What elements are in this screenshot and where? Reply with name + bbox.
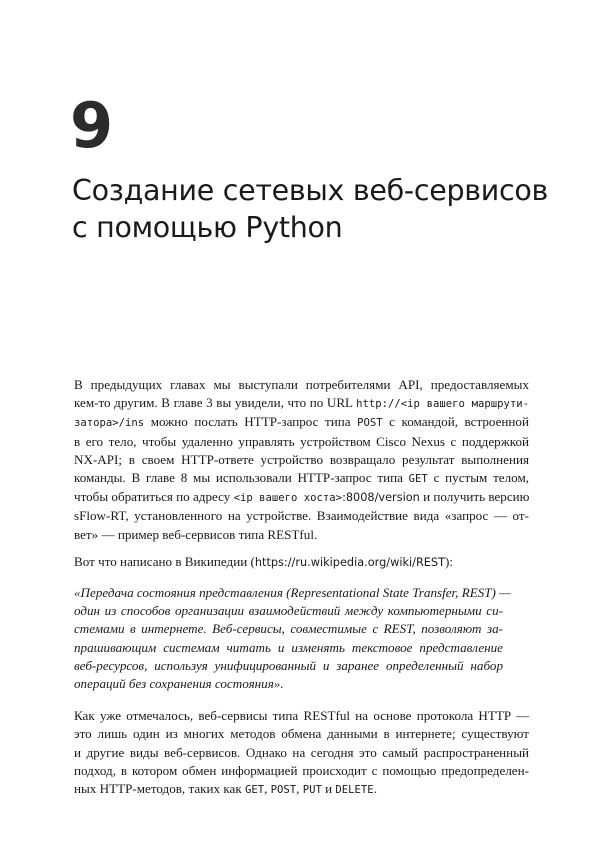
intro-text: с командой, встроенной (382, 414, 529, 430)
separator: , (296, 781, 303, 797)
http-method-get: GET (244, 784, 265, 797)
intro-line (74, 488, 529, 507)
intro-line: В предыдущих главах мы выступали потребителями API, предоставляемых (74, 377, 529, 392)
quote-line: стемами в интернете. Веб-сервисы, совместимые с REST, позволяют за- (74, 621, 503, 637)
inline-code: GET (408, 473, 428, 486)
wiki-link[interactable]: https://ru.wikipedia.org/wiki/REST (254, 555, 446, 569)
quote-line: «Передача состояния представления (Representational State Transfer, REST) — (74, 585, 511, 601)
quote-line: операций без сохранения состояния». (74, 676, 284, 692)
intro-text: кем-то другим. В главе 3 вы увидели, что по URL (74, 395, 357, 411)
http-method-post: POST (270, 784, 297, 797)
intro-line (74, 413, 529, 432)
inline-code: http://<ip вашего маршрути- (356, 398, 529, 411)
closing-text: ных HTTP-методов, таких как (74, 781, 245, 797)
wiki-line (74, 553, 529, 572)
intro-paragraph (74, 376, 529, 544)
wiki-paragraph (74, 553, 529, 572)
http-method-delete: DELETE (335, 784, 374, 797)
inline-url: :8008/version (342, 491, 420, 505)
intro-text: чтобы обратиться по адресу (74, 489, 234, 505)
intro-line: в его тело, чтобы удаленно управлять устройством Cisco Nexus с поддержкой (74, 433, 529, 449)
intro-text: можно послать HTTP-запрос типа (144, 414, 358, 430)
closing-line (74, 780, 529, 799)
chapter-title (72, 172, 552, 246)
closing-line: и другие виды веб-сервисов. Однако на сегодня это самый распространенный (74, 744, 529, 760)
intro-line: вет» — пример веб-сервисов типа RESTful. (74, 526, 318, 542)
intro-text: и получить версию (419, 489, 530, 505)
closing-line: подход, в котором обмен информацией происходит с помощью предопределен- (74, 762, 529, 778)
chapter-title-line-1: Создание сетевых веб-сервисов (72, 174, 548, 207)
chapter-number: 9 (70, 89, 114, 162)
quote-line: веб-ресурсов, используя унифицированный и заранее определенный набор (74, 657, 503, 673)
closing-line: Как уже отмечалось, веб-сервисы типа RESTful на основе протокола HTTP — (74, 708, 529, 724)
conjunction: и (321, 781, 336, 797)
inline-code: <ip вашего хоста> (233, 492, 343, 505)
http-method-put: PUT (302, 784, 322, 797)
intro-text: команды. В главе 8 мы использовали HTTP-запрос типа (74, 470, 409, 486)
quote-block (74, 584, 511, 693)
inline-code: POST (357, 417, 383, 430)
closing-line: это лишь один из многих методов обмена данными в интернете; существуют (74, 726, 529, 742)
intro-line: sFlow-RT, установленного на устройстве. Взаимодействие вида «запрос — от- (74, 508, 529, 524)
intro-line (74, 394, 529, 413)
intro-text: с пустым телом, (427, 470, 529, 486)
intro-line (74, 469, 529, 488)
inline-code: затора>/ins (74, 417, 145, 430)
closing-paragraph (74, 707, 529, 799)
quote-line: прашивающим системам читать и изменять текстовое представление (74, 639, 503, 655)
wiki-lead: Вот что написано в Википедии ( (74, 553, 255, 569)
quote-line: один из способов организации взаимодействий между компьютерными си- (74, 603, 503, 619)
intro-line: NX-API; в своем HTTP-ответе устройство возвращало результат выполнения (74, 451, 529, 467)
period: . (373, 781, 377, 797)
wiki-tail: ): (445, 553, 454, 569)
chapter-body (74, 376, 529, 799)
chapter-title-line-2: с помощью Python (72, 211, 343, 244)
separator: , (264, 781, 271, 797)
